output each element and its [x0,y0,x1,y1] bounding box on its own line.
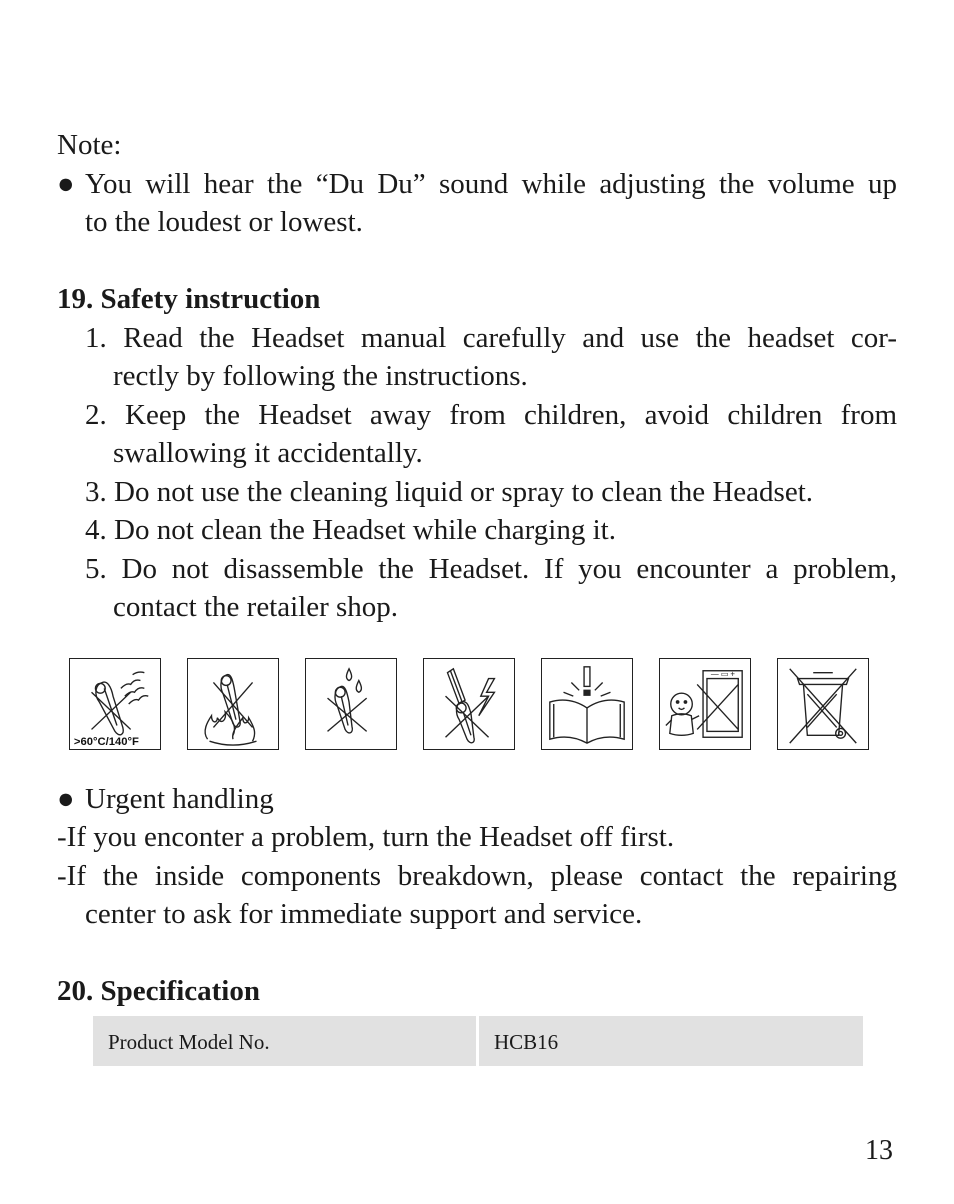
urgent-line-1: -If you enconter a problem, turn the Headset off first. [57,821,675,853]
note-text-line-2: to the loudest or lowest. [85,206,363,238]
no-fire-icon [187,658,279,750]
safety-item-5-line-2: contact the retailer shop. [113,591,399,623]
spec-table-row [93,1016,863,1066]
spec-label-model: Product Model No. [108,1030,270,1054]
heat-caption: >60°C/140°F [73,736,139,749]
note-bullet: ● [57,168,75,200]
urgent-line-2: -If the inside components breakdown, please contact the repairing [57,860,897,892]
urgent-bullet: ● [57,783,75,815]
safety-icons-row [69,658,873,752]
safety-heading: 19. Safety instruction [57,283,321,315]
safety-item-1-line-2: rectly by following the instructions. [113,360,528,392]
page-number: 13 [865,1135,893,1166]
no-liquid-icon [305,658,397,750]
no-disassemble-shock-icon [423,658,515,750]
safety-item-5-line-1: 5. Do not disassemble the Headset. If you encounter a problem, [85,553,897,585]
safety-item-4: 4. Do not clean the Headset while charging it. [85,514,616,546]
spec-value-model: HCB16 [494,1030,559,1054]
note-heading: Note: [57,129,122,161]
read-manual-icon [541,658,633,750]
safety-item-2-line-2: swallowing it accidentally. [113,437,423,469]
manual-page [57,0,897,1204]
note-text-line-1: You will hear the “Du Du” sound while adjusting the volume up [85,168,897,200]
safety-item-2-line-1: 2. Keep the Headset away from children, avoid children from [85,399,897,431]
urgent-heading: Urgent handling [85,783,274,815]
svg-text:— ▭ +: — ▭ + [710,669,735,679]
no-heat-icon [69,658,161,750]
safety-item-3: 3. Do not use the cleaning liquid or spray to clean the Headset. [85,476,814,508]
spec-heading: 20. Specification [57,975,260,1007]
no-trash-bin-icon [777,658,869,750]
keep-from-children-icon [659,658,751,750]
safety-item-1-line-1: 1. Read the Headset manual carefully and use the headset cor- [85,322,897,354]
urgent-line-3: center to ask for immediate support and service. [85,898,643,930]
